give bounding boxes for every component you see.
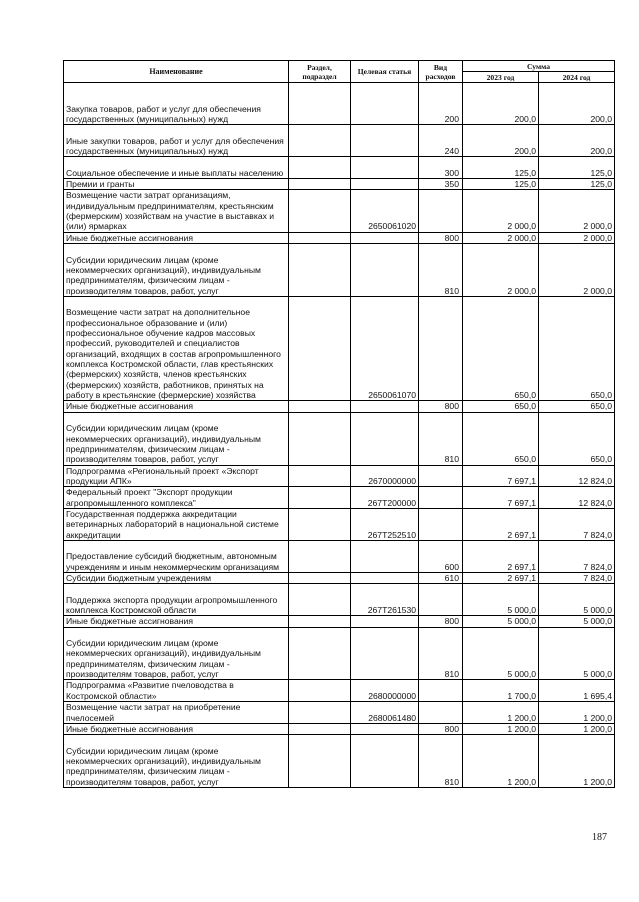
row-sum-2023: 2 000,0 — [463, 244, 539, 297]
row-section — [289, 702, 351, 724]
table-row — [64, 125, 615, 157]
row-sum-2024: 7 824,0 — [539, 573, 615, 584]
row-target — [351, 401, 419, 412]
row-section — [289, 584, 351, 616]
row-kind — [419, 508, 463, 540]
row-sum-2024: 5 000,0 — [539, 627, 615, 680]
row-sum-2023: 2 697,1 — [463, 573, 539, 584]
row-kind — [419, 702, 463, 724]
row-sum-2023: 2 697,1 — [463, 541, 539, 573]
table-header — [64, 61, 615, 83]
row-sum-2023: 200,0 — [463, 125, 539, 157]
row-name: Подпрограмма «Развитие пчеловодства в Костромской области» — [64, 680, 289, 702]
table-row — [64, 412, 615, 465]
row-name: Субсидии бюджетным учреждениям — [64, 573, 289, 584]
row-sum-2023: 650,0 — [463, 296, 539, 401]
row-target — [351, 125, 419, 157]
row-kind — [419, 584, 463, 616]
row-section — [289, 232, 351, 243]
row-sum-2024: 12 824,0 — [539, 487, 615, 509]
row-sum-2024: 7 824,0 — [539, 541, 615, 573]
row-section — [289, 125, 351, 157]
row-name: Федеральный проект "Экспорт продукции агропромышленного комплекса" — [64, 487, 289, 509]
table-row — [64, 83, 615, 125]
row-sum-2023: 5 000,0 — [463, 627, 539, 680]
row-sum-2023: 7 697,1 — [463, 465, 539, 487]
row-target: 2680061480 — [351, 702, 419, 724]
row-name: Государственная поддержка аккредитации ветеринарных лабораторий в национальной системе аккредитации — [64, 508, 289, 540]
row-name: Закупка товаров, работ и услуг для обеспечения государственных (муниципальных) нужд — [64, 83, 289, 125]
row-sum-2024: 125,0 — [539, 157, 615, 179]
table-row — [64, 487, 615, 509]
header-year-2024: 2024 год — [539, 72, 615, 83]
row-sum-2024: 650,0 — [539, 401, 615, 412]
table-row — [64, 508, 615, 540]
row-sum-2023: 5 000,0 — [463, 584, 539, 616]
table-row — [64, 616, 615, 627]
row-target: 2650061020 — [351, 190, 419, 232]
table-row — [64, 541, 615, 573]
row-section — [289, 735, 351, 788]
row-section — [289, 508, 351, 540]
row-section — [289, 401, 351, 412]
row-name: Предоставление субсидий бюджетным, автономным учреждениям и иным некоммерческим организациям — [64, 541, 289, 573]
row-kind: 800 — [419, 723, 463, 734]
row-section — [289, 465, 351, 487]
row-name: Подпрограмма «Региональный проект «Экспорт продукции АПК» — [64, 465, 289, 487]
table-row — [64, 401, 615, 412]
row-kind: 810 — [419, 244, 463, 297]
table-row — [64, 735, 615, 788]
row-sum-2024: 2 000,0 — [539, 232, 615, 243]
row-target — [351, 573, 419, 584]
table-row — [64, 702, 615, 724]
row-name: Иные бюджетные ассигнования — [64, 723, 289, 734]
table-row — [64, 179, 615, 190]
table-row — [64, 465, 615, 487]
table-row — [64, 573, 615, 584]
row-target: 267Т261530 — [351, 584, 419, 616]
row-target — [351, 83, 419, 125]
row-target: 2650061070 — [351, 296, 419, 401]
row-kind: 810 — [419, 627, 463, 680]
table-row — [64, 680, 615, 702]
row-sum-2024: 200,0 — [539, 83, 615, 125]
row-sum-2024: 2 000,0 — [539, 190, 615, 232]
row-name: Субсидии юридическим лицам (кроме некоммерческих организаций), индивидуальным предпринимателям, физическим лицам - производителям товаров, работ, услуг — [64, 627, 289, 680]
row-section — [289, 157, 351, 179]
row-sum-2023: 650,0 — [463, 401, 539, 412]
row-name: Субсидии юридическим лицам (кроме некоммерческих организаций), индивидуальным предпринимателям, физическим лицам - производителям товаров, работ, услуг — [64, 244, 289, 297]
page-number: 187 — [592, 832, 607, 843]
row-name: Субсидии юридическим лицам (кроме некоммерческих организаций), индивидуальным предпринимателям, физическим лицам - производителям товаров, работ, услуг — [64, 735, 289, 788]
row-section — [289, 680, 351, 702]
header-name: Наименование — [64, 61, 289, 83]
row-name: Иные бюджетные ассигнования — [64, 401, 289, 412]
row-sum-2024: 2 000,0 — [539, 244, 615, 297]
header-kind: Вид расходов — [419, 61, 463, 83]
row-kind: 240 — [419, 125, 463, 157]
row-kind: 800 — [419, 401, 463, 412]
row-sum-2024: 12 824,0 — [539, 465, 615, 487]
row-target: 2680000000 — [351, 680, 419, 702]
row-sum-2023: 2 000,0 — [463, 232, 539, 243]
row-sum-2023: 2 697,1 — [463, 508, 539, 540]
row-name: Возмещение части затрат на дополнительное профессиональное образование и (или) профессиональное обучение кадров массовых профессий, руководителей и специалистов организаций, входящих в состав агропромышленного комплекса Костромской области, глав крестьянских (фермерских) хозяйств, членов крестьянских (фермерских) хозяйств, работников, принятых на работу в крестьянские (фермерские) хозяйства — [64, 296, 289, 401]
row-sum-2023: 650,0 — [463, 412, 539, 465]
row-kind — [419, 680, 463, 702]
row-sum-2024: 200,0 — [539, 125, 615, 157]
row-kind: 810 — [419, 735, 463, 788]
row-sum-2024: 7 824,0 — [539, 508, 615, 540]
row-target — [351, 541, 419, 573]
row-section — [289, 83, 351, 125]
row-section — [289, 573, 351, 584]
row-kind — [419, 465, 463, 487]
row-kind — [419, 190, 463, 232]
row-name: Иные закупки товаров, работ и услуг для обеспечения государственных (муниципальных) нужд — [64, 125, 289, 157]
row-sum-2024: 125,0 — [539, 179, 615, 190]
row-sum-2023: 200,0 — [463, 83, 539, 125]
row-target — [351, 412, 419, 465]
row-sum-2024: 5 000,0 — [539, 616, 615, 627]
row-target — [351, 244, 419, 297]
row-sum-2023: 5 000,0 — [463, 616, 539, 627]
table-row — [64, 723, 615, 734]
row-sum-2023: 125,0 — [463, 157, 539, 179]
row-target — [351, 616, 419, 627]
row-sum-2023: 1 200,0 — [463, 735, 539, 788]
row-kind: 200 — [419, 83, 463, 125]
row-target — [351, 232, 419, 243]
row-sum-2023: 1 700,0 — [463, 680, 539, 702]
row-name: Премии и гранты — [64, 179, 289, 190]
row-name: Поддержка экспорта продукции агропромышленного комплекса Костромской области — [64, 584, 289, 616]
row-sum-2024: 1 695,4 — [539, 680, 615, 702]
row-section — [289, 244, 351, 297]
table-row — [64, 232, 615, 243]
row-name: Возмещение части затрат организациям, индивидуальным предпринимателям, крестьянским (фермерским) хозяйствам на участие в выставках и (или) ярмарках — [64, 190, 289, 232]
table-body — [64, 83, 615, 788]
row-target: 267Т200000 — [351, 487, 419, 509]
row-sum-2024: 5 000,0 — [539, 584, 615, 616]
row-sum-2023: 125,0 — [463, 179, 539, 190]
row-kind: 600 — [419, 541, 463, 573]
row-target — [351, 735, 419, 788]
row-section — [289, 723, 351, 734]
row-section — [289, 190, 351, 232]
header-section: Раздел, подраздел — [289, 61, 351, 83]
budget-table — [63, 60, 615, 788]
row-sum-2024: 1 200,0 — [539, 735, 615, 788]
header-year-2023: 2023 год — [463, 72, 539, 83]
row-section — [289, 296, 351, 401]
row-sum-2024: 1 200,0 — [539, 702, 615, 724]
row-kind: 300 — [419, 157, 463, 179]
table-row — [64, 244, 615, 297]
row-section — [289, 627, 351, 680]
table-row — [64, 157, 615, 179]
header-sum: Сумма — [463, 61, 615, 72]
row-kind: 610 — [419, 573, 463, 584]
row-kind — [419, 296, 463, 401]
row-sum-2023: 7 697,1 — [463, 487, 539, 509]
row-sum-2023: 2 000,0 — [463, 190, 539, 232]
row-target — [351, 179, 419, 190]
row-section — [289, 616, 351, 627]
row-kind: 810 — [419, 412, 463, 465]
row-kind: 350 — [419, 179, 463, 190]
table-row — [64, 296, 615, 401]
row-sum-2024: 650,0 — [539, 296, 615, 401]
row-target — [351, 627, 419, 680]
row-target: 2670000000 — [351, 465, 419, 487]
row-sum-2023: 1 200,0 — [463, 723, 539, 734]
row-kind: 800 — [419, 232, 463, 243]
row-target: 267Т252510 — [351, 508, 419, 540]
row-section — [289, 179, 351, 190]
row-kind — [419, 487, 463, 509]
row-section — [289, 487, 351, 509]
row-section — [289, 412, 351, 465]
header-target: Целевая статья — [351, 61, 419, 83]
row-target — [351, 723, 419, 734]
row-name: Субсидии юридическим лицам (кроме некоммерческих организаций), индивидуальным предпринимателям, физическим лицам - производителям товаров, работ, услуг — [64, 412, 289, 465]
row-sum-2024: 650,0 — [539, 412, 615, 465]
row-section — [289, 541, 351, 573]
row-sum-2024: 1 200,0 — [539, 723, 615, 734]
row-name: Возмещение части затрат на приобретение пчелосемей — [64, 702, 289, 724]
row-kind: 800 — [419, 616, 463, 627]
row-name: Социальное обеспечение и иные выплаты населению — [64, 157, 289, 179]
table-row — [64, 584, 615, 616]
table-row — [64, 190, 615, 232]
row-name: Иные бюджетные ассигнования — [64, 232, 289, 243]
row-target — [351, 157, 419, 179]
table-row — [64, 627, 615, 680]
row-sum-2023: 1 200,0 — [463, 702, 539, 724]
row-name: Иные бюджетные ассигнования — [64, 616, 289, 627]
